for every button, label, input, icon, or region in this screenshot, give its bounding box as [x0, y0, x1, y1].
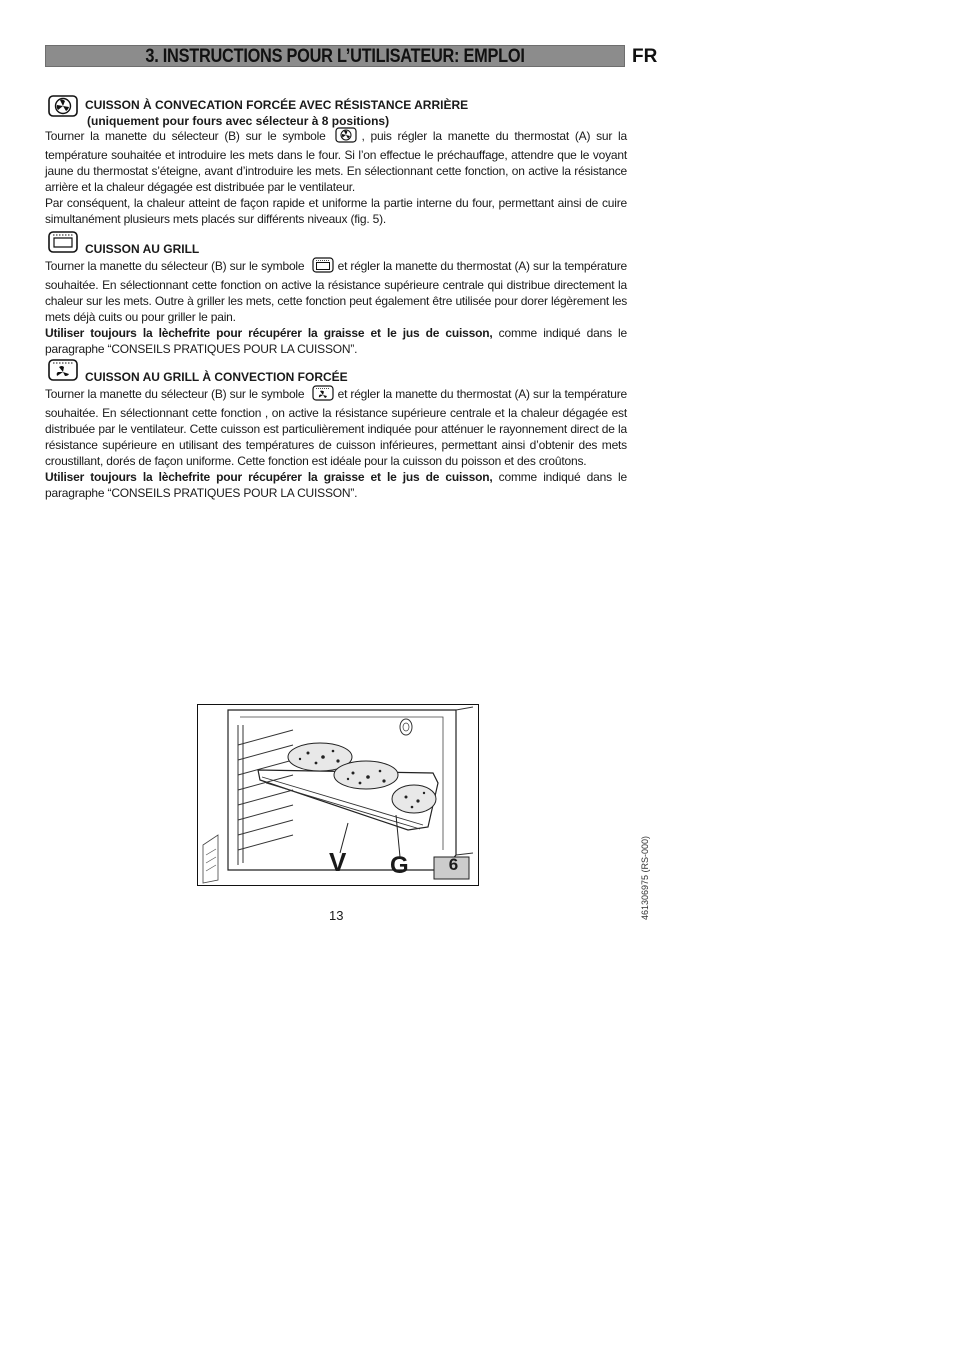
paragraph	[45, 385, 627, 469]
figure-label-g: G	[390, 852, 409, 879]
section-convection	[45, 95, 627, 227]
bold-text: Utiliser toujours la lèchefrite pour récupérer la graisse et le jus de cuisson,	[45, 470, 493, 484]
text-span: comme indiqué dans le paragraphe “CONSEILS PRATIQUES POUR LA CUISSON”.	[45, 470, 627, 500]
figure-oven-illustration	[197, 704, 479, 886]
bold-text: Utiliser toujours la lèchefrite pour récupérer la graisse et le jus de cuisson,	[45, 326, 493, 340]
text-span: comme indiqué dans le paragraphe “CONSEILS PRATIQUES POUR LA CUISSON”.	[45, 326, 627, 356]
section-title: CUISSON À CONVECATION FORCÉE AVEC RÉSISTANCE ARRIÈRE	[85, 98, 469, 112]
text-span: , puis régler la manette du thermostat (A) sur la température souhaitée et introduire les mets dans le four. Si l’on effectue le préchauffage, attendre que le voyant jaune du thermostat s’éteigne, avant d’introduire les mets. En sélectionnant cette fonction, on active la résistance arrière et la chaleur dégagée est distribuée par le ventilateur.	[45, 129, 627, 194]
section-grill-convection	[45, 359, 627, 501]
document-code: 461306975 (RS-000)	[640, 835, 650, 920]
paragraph	[45, 127, 627, 195]
section-grill	[45, 231, 627, 357]
text-span: Tourner la manette du sélecteur (B) sur le symbole	[45, 129, 326, 144]
grill-icon	[48, 231, 78, 257]
section-title: CUISSON AU GRILL À CONVECTION FORCÉE	[85, 370, 348, 384]
figure-label-v: V	[329, 847, 347, 877]
paragraph	[45, 325, 627, 357]
grill-fan-icon	[312, 385, 334, 405]
paragraph	[45, 469, 627, 501]
language-code: FR	[632, 46, 658, 67]
header-bar	[45, 45, 625, 67]
page-title: 3. INSTRUCTIONS POUR L’UTILISATEUR: EMPLOI	[145, 46, 525, 67]
section-title: CUISSON AU GRILL	[85, 242, 200, 256]
fan-convection-icon	[335, 127, 357, 147]
grill-icon	[312, 257, 334, 277]
fan-convection-icon	[48, 95, 78, 121]
text-span: et régler la manette du thermostat (A) sur la température souhaitée. En sélectionnant cette fonction , on active la résistance supérieure centrale et la chaleur dégagée est distribuée par le ventilateur. Cette cuisson est particulièrement indiquée pour atténuer le rayonnement direct de la résistance supérieure en utilisant des températures de cuisson inférieures, permettant ainsi d’obtenir des mets croustillant, dorés de façon uniforme. Cette fonction est idéale pour la cuisson du poisson et des croûtons.	[45, 387, 627, 468]
paragraph: Par conséquent, la chaleur atteint de façon rapide et uniforme la partie interne du four, permettant ainsi de cuire simultanément plusieurs mets placés sur différents niveaux (fig. 5).	[45, 196, 627, 226]
figure-number: 6	[448, 855, 459, 874]
paragraph	[45, 257, 627, 325]
text-span: et régler la manette du thermostat (A) sur la température souhaitée. En sélectionnant cette fonction on active la résistance supérieure centrale qui distribue directement la chaleur sur les mets. Outre à griller les mets, cette fonction peut également être utilisée pour dorer légèrement les mets déjà cuits ou pour griller le pain.	[45, 259, 627, 324]
text-span: Tourner la manette du sélecteur (B) sur le symbole	[45, 387, 305, 402]
section-subtitle: (uniquement pour fours avec sélecteur à 8 positions)	[87, 114, 390, 128]
grill-fan-icon	[48, 359, 78, 385]
page-number: 13	[329, 908, 344, 923]
text-span: Tourner la manette du sélecteur (B) sur le symbole	[45, 259, 305, 274]
